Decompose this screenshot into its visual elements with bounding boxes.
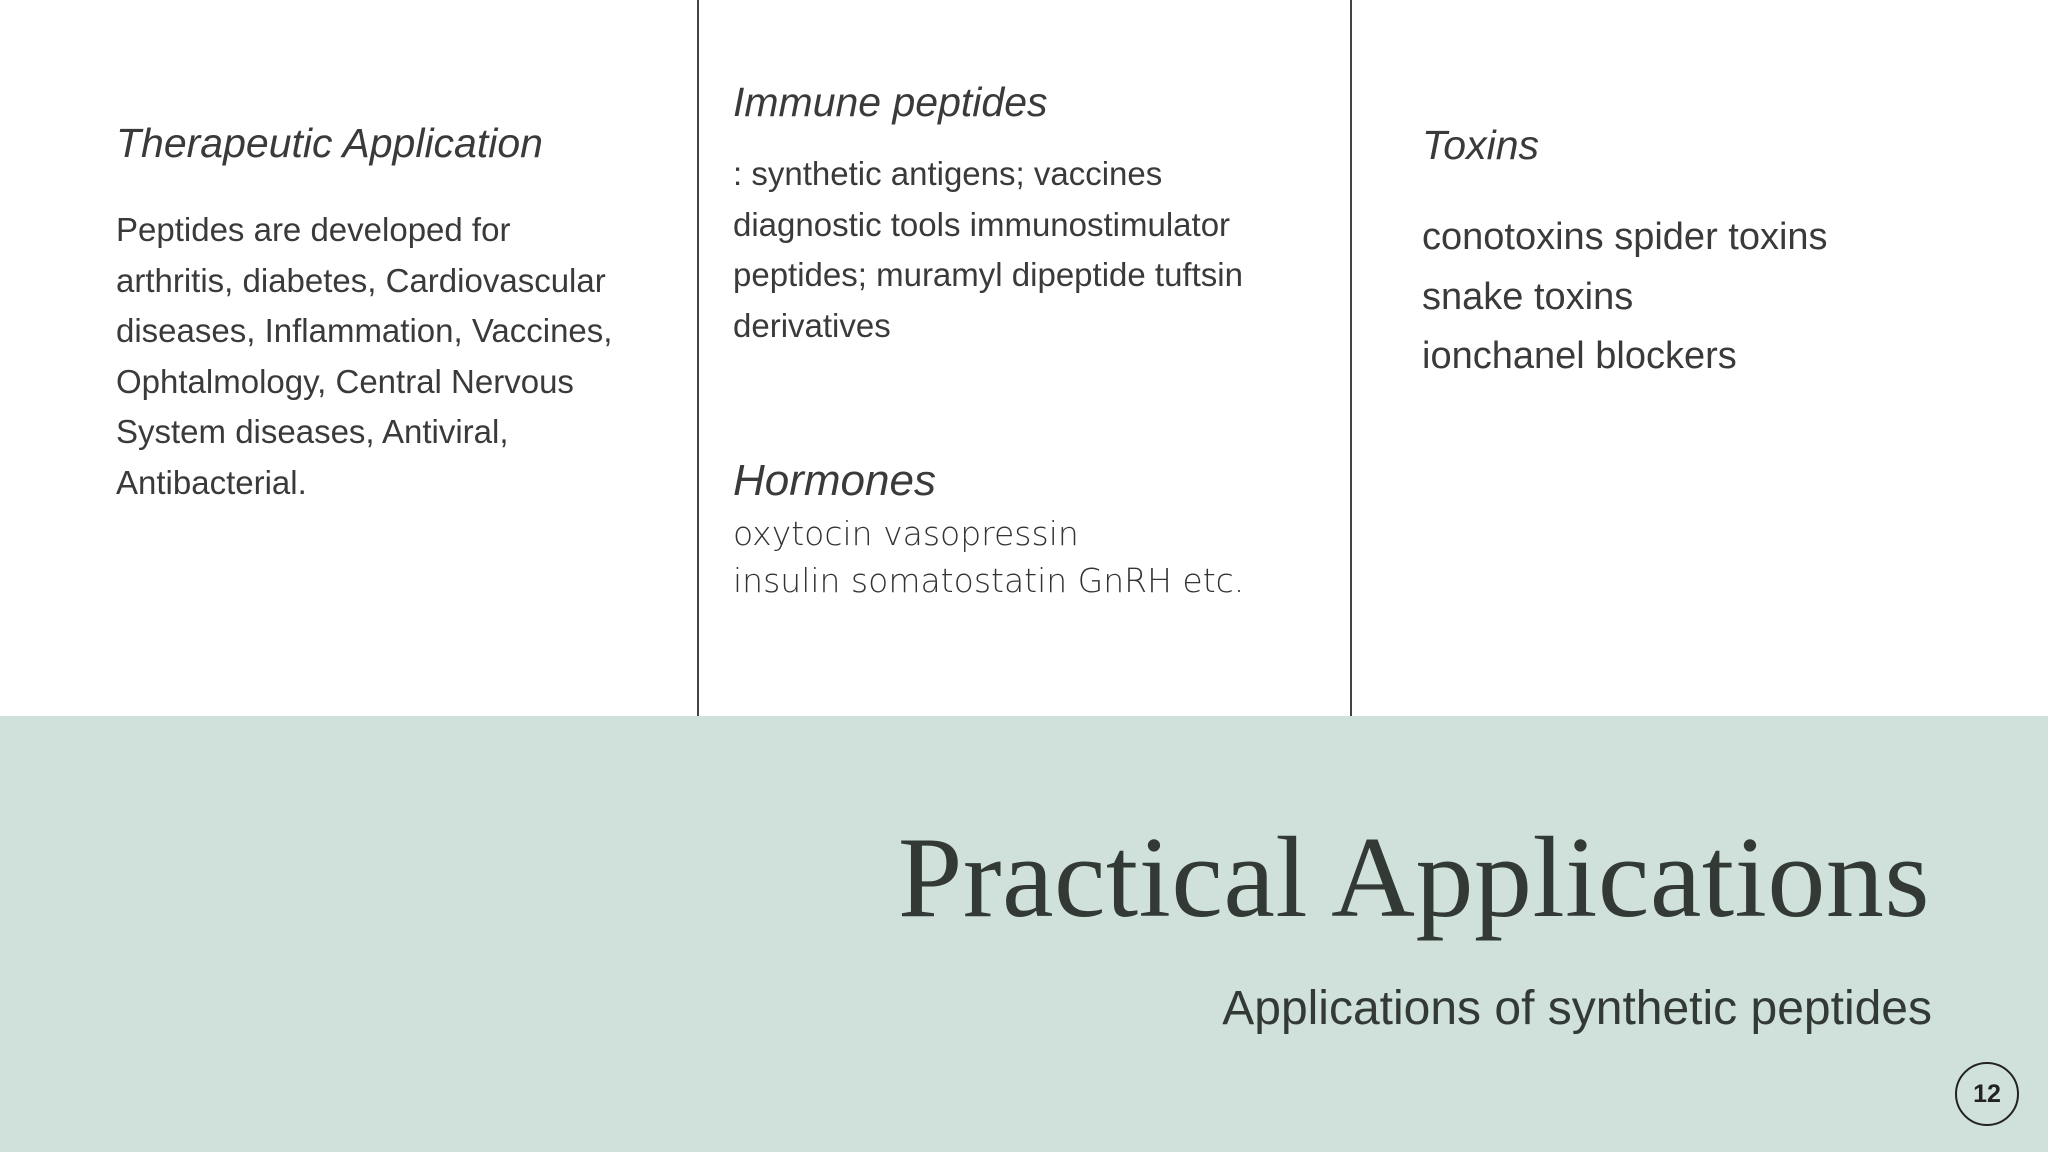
- column-divider-right: [1350, 0, 1352, 726]
- immune-line: peptides; muramyl dipeptide tuftsin: [733, 256, 1243, 293]
- toxins-line: snake toxins: [1422, 275, 1634, 318]
- therapeutic-line: diseases, Inflammation, Vaccines,: [116, 312, 613, 349]
- therapeutic-line: System diseases, Antiviral,: [116, 413, 509, 450]
- toxins-body: [1422, 208, 1982, 387]
- immune-heading: Immune peptides: [733, 79, 1048, 125]
- therapeutic-heading: Therapeutic Application: [116, 120, 543, 166]
- page-number-badge: 12: [1955, 1062, 2019, 1126]
- therapeutic-line: Ophtalmology, Central Nervous: [116, 362, 574, 400]
- therapeutic-line: Peptides are developed for: [116, 211, 511, 248]
- column-divider-left: [697, 0, 699, 726]
- immune-line: diagnostic tools immunostimulator: [733, 205, 1231, 243]
- immune-line: : synthetic antigens; vaccines: [733, 155, 1163, 192]
- therapeutic-line: arthritis, diabetes, Cardiovascular: [116, 261, 606, 299]
- hormones-heading: Hormones: [733, 456, 936, 505]
- hormones-line: insulin somatostatin GnRH etc.: [733, 561, 1245, 600]
- hormones-body: [733, 510, 1313, 604]
- therapeutic-line: Antibacterial.: [116, 463, 307, 501]
- immune-body: [733, 149, 1313, 351]
- immune-line: derivatives: [733, 306, 891, 344]
- page-subtitle: Applications of synthetic peptides: [1222, 982, 1932, 1035]
- page-title: Practical Applications: [897, 814, 1930, 942]
- therapeutic-body: [116, 205, 656, 508]
- toxins-line: conotoxins spider toxins: [1422, 216, 1828, 258]
- toxins-line: ionchanel blockers: [1422, 335, 1737, 377]
- toxins-heading: Toxins: [1422, 122, 1539, 168]
- hormones-line: oxytocin vasopressin: [733, 514, 1079, 553]
